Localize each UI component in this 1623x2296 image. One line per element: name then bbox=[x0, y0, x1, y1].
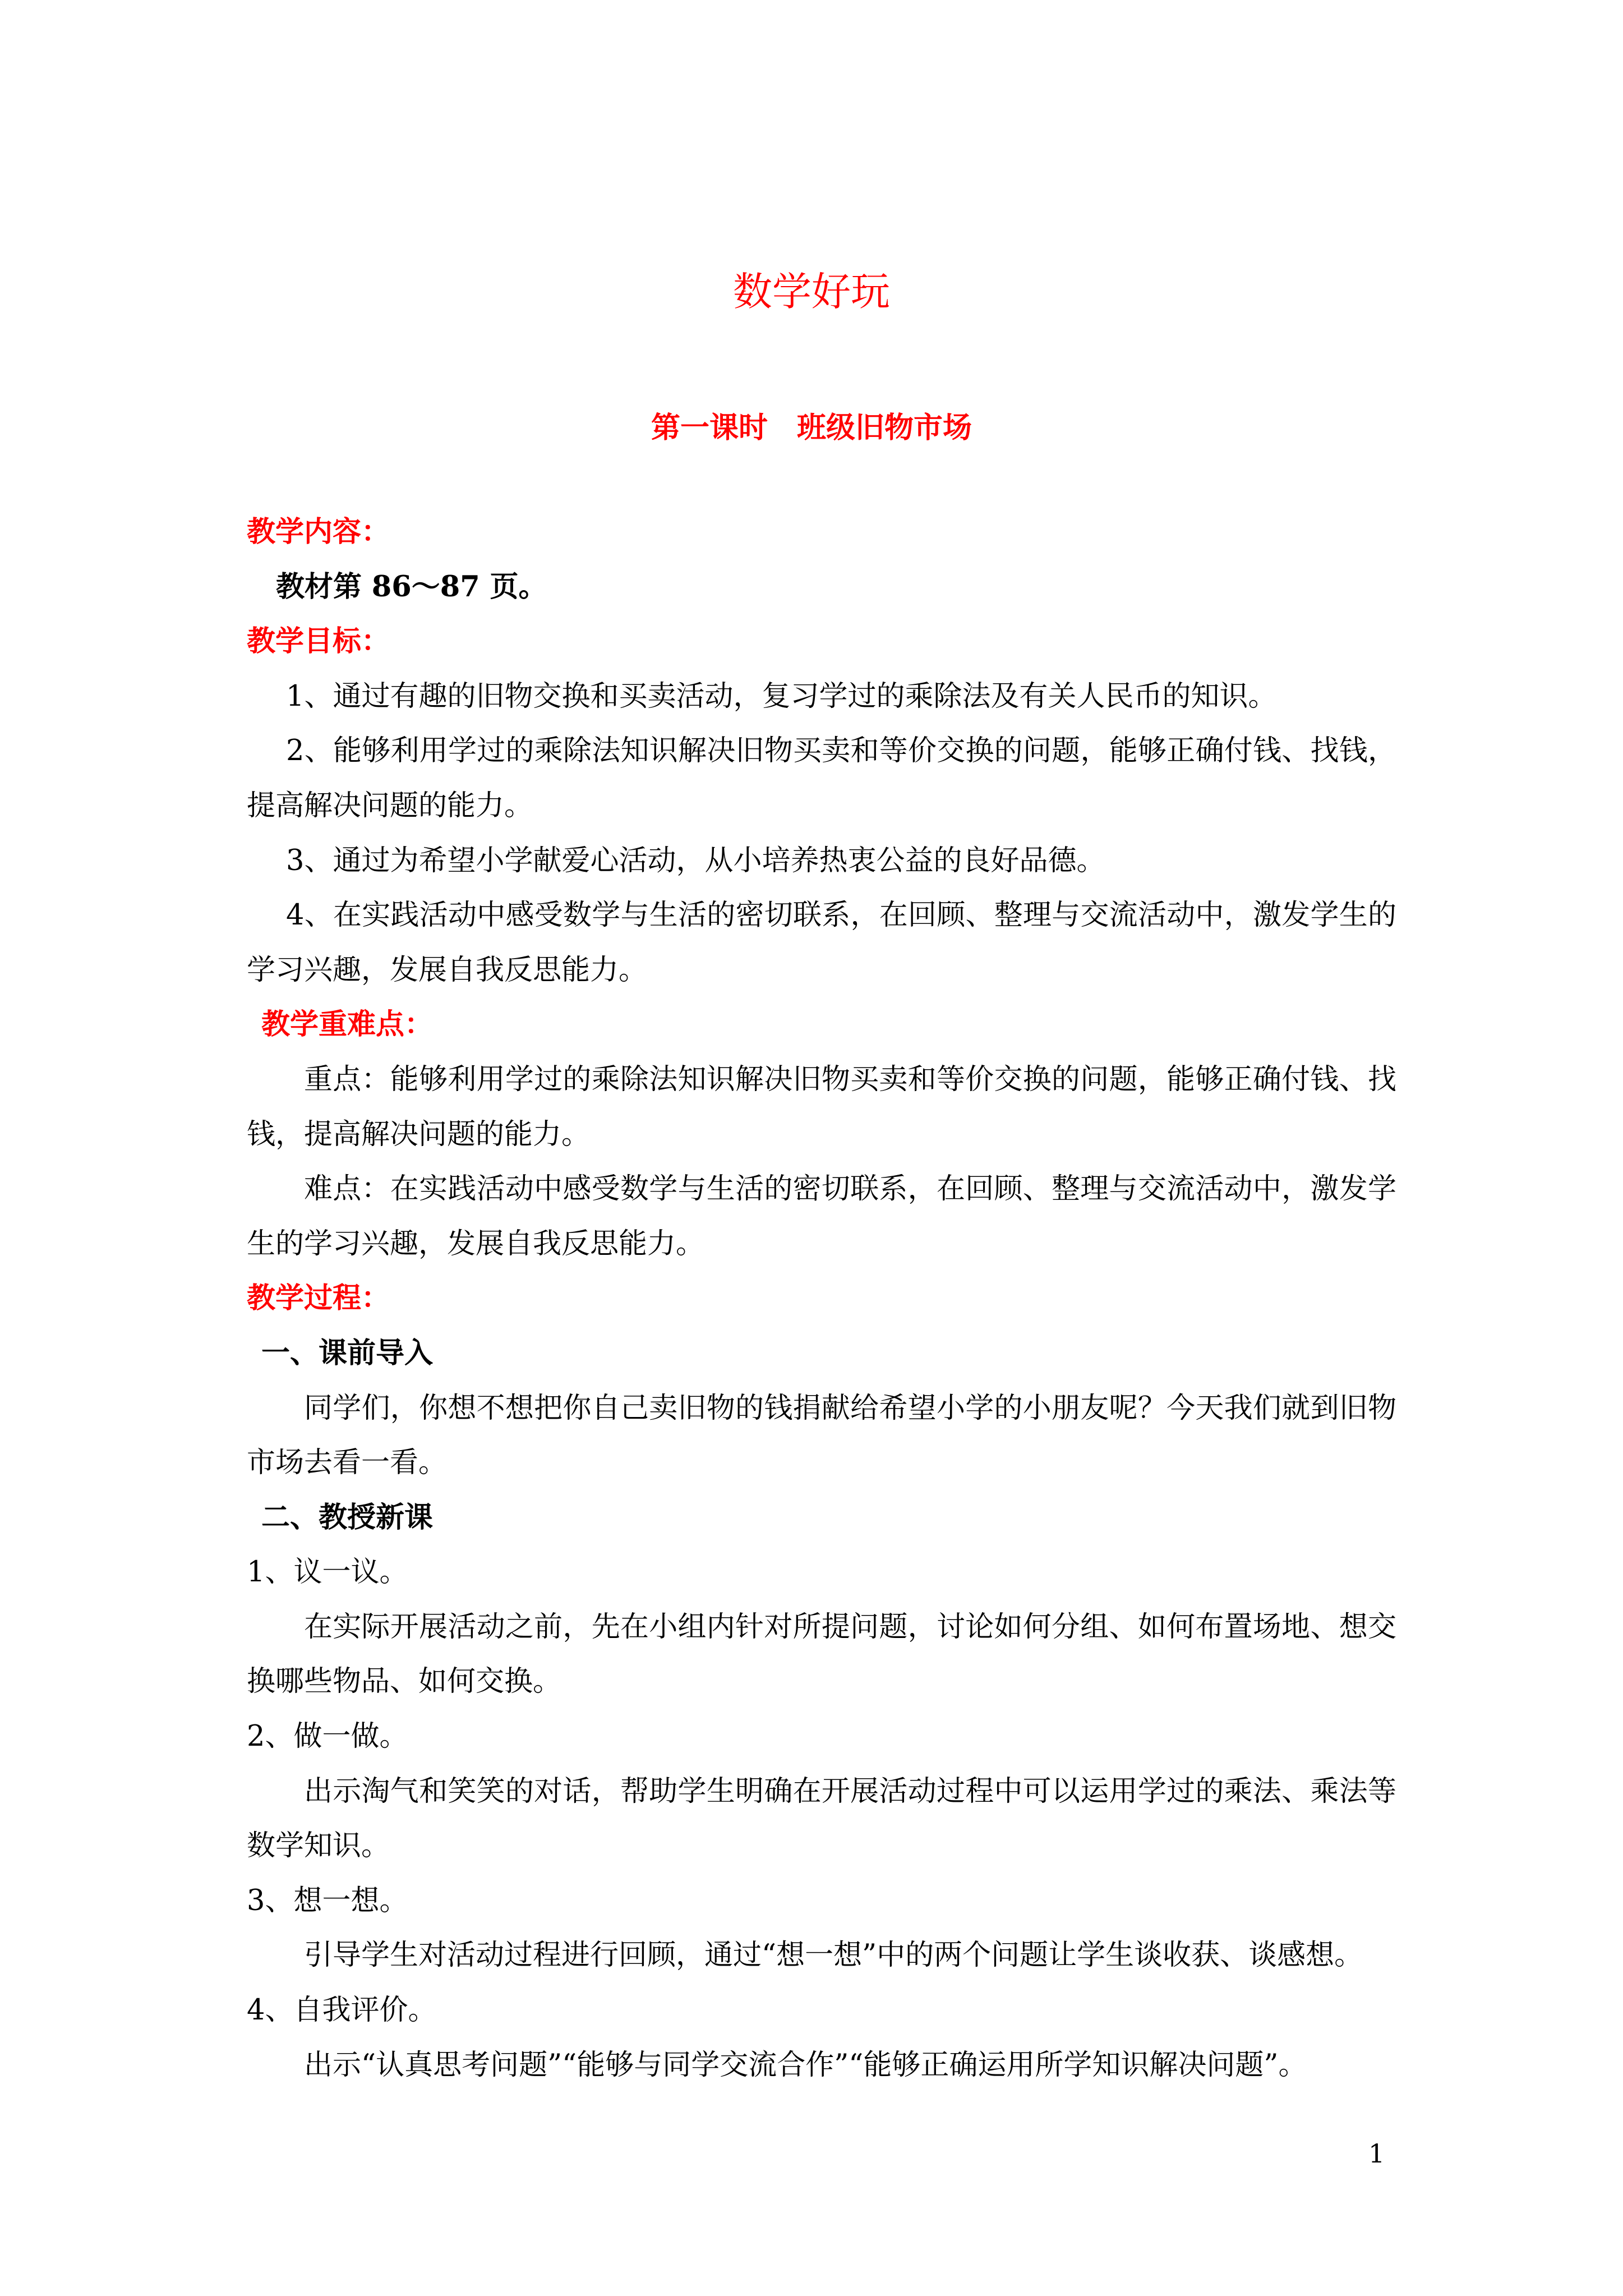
step-label: 4、自我评价。 bbox=[247, 1994, 437, 2027]
section-heading: 一、课前导入 bbox=[261, 1336, 434, 1370]
section-heading: 二、教授新课 bbox=[261, 1500, 434, 1534]
goal-item: 3、通过为希望小学献爱心活动，从小培养热衷公益的良好品德。 bbox=[286, 844, 1105, 877]
step-text: 在实际开展活动之前，先在小组内针对所提问题，讨论如何分组、如何布置场地、想交换哪些物品、如何交换。 bbox=[247, 1610, 1396, 1699]
key-points-heading: 教学重难点： bbox=[261, 1007, 434, 1042]
step-text: 出示“认真思考问题”“能够与同学交流合作”“能够正确运用所学知识解决问题”。 bbox=[304, 2048, 1307, 2082]
step-text: 引导学生对活动过程进行回顾，通过“想一想”中的两个问题让学生谈收获、谈感想。 bbox=[304, 1939, 1363, 1972]
lesson-subtitle bbox=[0, 403, 1623, 453]
page-number: 1 bbox=[1368, 2138, 1385, 2169]
step-text: 出示淘气和笑笑的对话，帮助学生明确在开展活动过程中可以运用学过的乘法、乘法等数学知识。 bbox=[247, 1774, 1396, 1863]
content-heading: 教学内容： bbox=[247, 515, 390, 549]
content-text: 教材第 86～87 页。 bbox=[276, 569, 547, 604]
key-point: 重点：能够利用学过的乘除法知识解决旧物买卖和等价交换的问题，能够正确付钱、找钱，提高解决问题的能力。 bbox=[247, 1062, 1396, 1151]
step-label: 2、做一做。 bbox=[247, 1720, 408, 1754]
process-heading: 教学过程： bbox=[247, 1281, 390, 1315]
difficult-point: 难点：在实践活动中感受数学与生活的密切联系，在回顾、整理与交流活动中，激发学生的学习兴趣，发展自我反思能力。 bbox=[247, 1172, 1396, 1260]
document-body bbox=[247, 505, 1396, 2092]
goal-item: 1、通过有趣的旧物交换和买卖活动，复习学过的乘除法及有关人民币的知识。 bbox=[286, 679, 1277, 713]
lesson-topic: 班级旧物市场 bbox=[797, 411, 972, 445]
goal-item: 2、能够利用学过的乘除法知识解决旧物买卖和等价交换的问题，能够正确付钱、找钱，提高解决问题的能力。 bbox=[247, 734, 1396, 822]
document-title: 数学好玩 bbox=[733, 269, 890, 315]
lesson-number: 第一课时 bbox=[651, 411, 768, 445]
step-label: 3、想一想。 bbox=[247, 1884, 408, 1917]
step-label: 1、议一议。 bbox=[247, 1556, 408, 1589]
section-text: 同学们，你想不想把你自己卖旧物的钱捐献给希望小学的小朋友呢？今天我们就到旧物市场去看一看。 bbox=[247, 1391, 1396, 1480]
goal-item: 4、在实践活动中感受数学与生活的密切联系，在回顾、整理与交流活动中，激发学生的学习兴趣，发展自我反思能力。 bbox=[247, 899, 1396, 987]
goals-heading: 教学目标： bbox=[247, 624, 390, 659]
